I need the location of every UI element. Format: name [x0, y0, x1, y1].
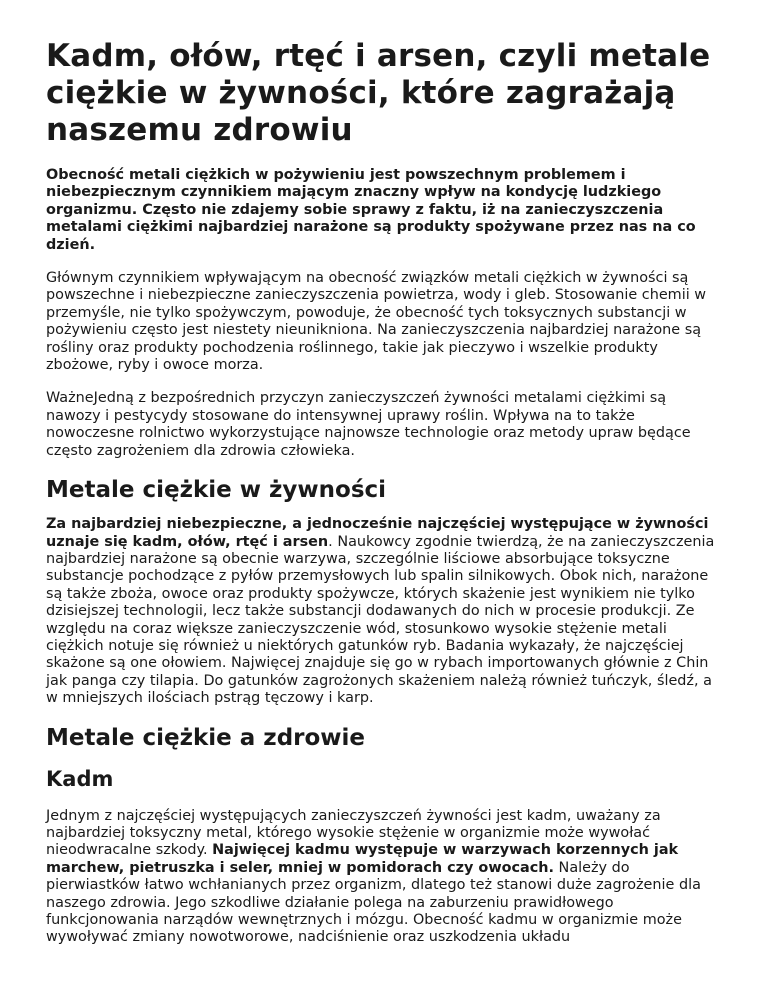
paragraph-pollution-causes: Głównym czynnikiem wpływającym na obecność związków metali ciężkich w żywności są powszechne i niebezpieczne zanieczyszczenia powietrza, wody i gleb. Stosowanie chemii w przemyśle, nie tylko spożywczym, powoduje, że obecność tych toksycznych substancji w pożywieniu często jest niestety nieunikniona. Na zanieczyszczenia najbardziej narażone są rośliny oraz produkty pochodzenia roślinnego, takie jak pieczywo i wszelkie produkty zbożowe, ryby i owoce morza.	[46, 270, 707, 374]
paragraph-cadmium	[46, 808, 722, 947]
cadmium-text-start: Jednym z najczęściej występujących zanieczyszczeń żywności jest kadm, uważany za najbardziej toksyczny metal, którego wysokie stężenie w organizmie może wywołać nieodwracalne szkody.	[46, 807, 661, 859]
section-heading-metals-in-food: Metale ciężkie w żywności	[46, 477, 387, 504]
metals-in-food-body: . Naukowcy zgodnie twierdzą, że na zanieczyszczenia najbardziej narażone są obecnie warzywa, szczególnie liściowe absorbujące toksyczne substancje pochodzące z pyłów przemysłowych lub spalin silnikowych. Obok nich, narażone są także zboża, owoce oraz produkty spożywcze, których skażenie jest wynikiem nie tylko dzisiejszej technologii, lecz także substancji dodawanych do nich w procesie produkcji. Ze względu na coraz większe zanieczyszczenie wód, stosunkowo wysokie stężenie metali ciężkich notuje się również u niektórych gatunków ryb. Badania wykazały, że najczęściej skażone są one ołowiem. Najwięcej znajduje się go w rybach importowanych głównie z Chin jak panga czy tilapia. Do gatunków zagrożonych skażeniem należą również tuńczyk, śledź, a w mniejszych ilościach pstrąg tęczowy i karp.	[46, 533, 715, 707]
cadmium-bold-mid: Najwięcej kadmu występuje w warzywach korzennych jak marchew, pietruszka i seler, mniej w pomidorach czy owocach.	[46, 842, 679, 876]
bold-intro-metals: Za najbardziej niebezpieczne, a jednocześnie najczęściej występujące w żywności uznaje się kadm, ołów, rtęć i arsen	[46, 516, 709, 550]
section-heading-metals-and-health: Metale ciężkie a zdrowie	[46, 724, 366, 751]
article-lead: Obecność metali ciężkich w pożywieniu jest powszechnym problemem i niebezpiecznym czynnikiem mającym znaczny wpływ na kondycję ludzkiego organizmu. Często nie zdajemy sobie sprawy z faktu, iż na zanieczyszczenia metalami ciężkimi najbardziej narażone są produkty spożywane przez nas na co dzień.	[46, 167, 696, 253]
article-title: Kadm, ołów, rtęć i arsen, czyli metale ciężkie w żywności, które zagrażają naszemu zdrowiu	[46, 38, 711, 148]
paragraph-fertilizers: WażneJedną z bezpośrednich przyczyn zanieczyszczeń żywności metalami ciężkimi są nawozy i pestycydy stosowane do intensywnej uprawy roślin. Wpływa na to także nowoczesne rolnictwo wykorzystujące najnowsze technologie oraz metody upraw będące często zagrożeniem dla zdrowia człowieka.	[46, 390, 691, 459]
subheading-cadmium: Kadm	[46, 766, 114, 791]
paragraph-metals-in-food	[46, 516, 722, 707]
cadmium-text-end: Należy do pierwiastków łatwo wchłanianych przez organizm, dlatego też stanowi duże zagrożenie dla naszego zdrowia. Jego szkodliwe działanie polega na zaburzeniu prawidłowego funkcjonowania narządów wewnętrznych i mózgu. Obecność kadmu w organizmie może wywoływać zmiany nowotworowe, nadciśnienie oraz uszkodzenia układu	[46, 859, 701, 946]
